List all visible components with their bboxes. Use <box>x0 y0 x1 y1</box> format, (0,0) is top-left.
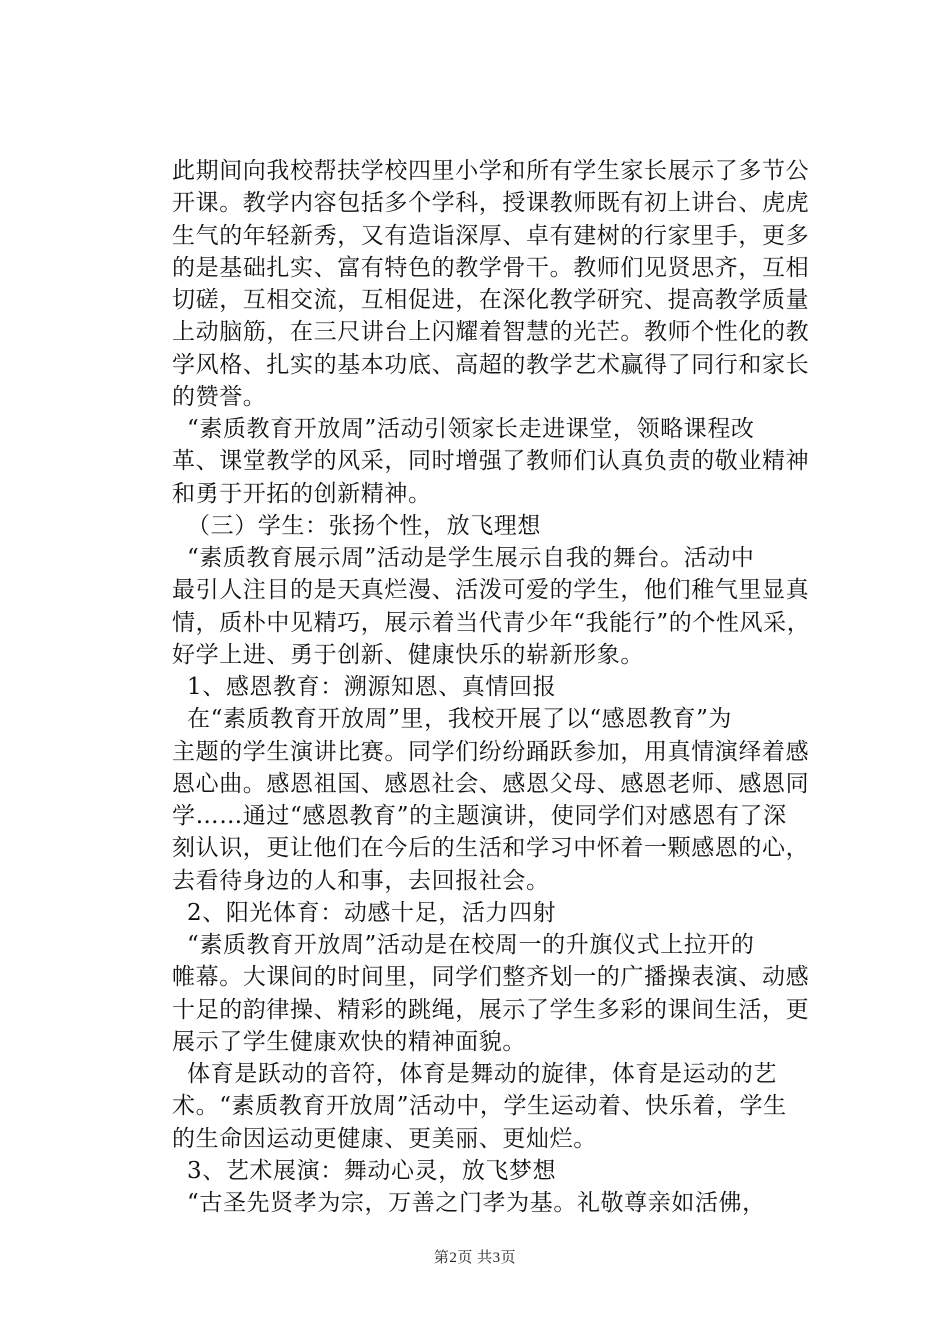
text-line: 去看待身边的人和事，去回报社会。 <box>172 867 550 894</box>
text-line: 开课。教学内容包括多个学科，授课教师既有初上讲台、虎虎 <box>172 190 810 217</box>
text-line: 切磋，互相交流，互相促进，在深化教学研究、提高教学质量 <box>172 287 810 313</box>
document-body <box>172 155 811 1219</box>
subsection-heading: 3、艺术展演：舞动心灵，放飞梦想 <box>187 1157 557 1184</box>
section-heading: （三）学生：张扬个性，放飞理想 <box>187 512 541 539</box>
paragraph-start: “素质教育开放周”活动是在校周一的升旗仪式上拉开的 <box>187 932 755 958</box>
text-line: 主题的学生演讲比赛。同学们纷纷踊跃参加，用真情演绎着感 <box>172 738 810 765</box>
text-line: 上动脑筋，在三尺讲台上闪耀着智慧的光芒。教师个性化的教 <box>172 319 810 346</box>
text-line: 好学上进、勇于创新、健康快乐的崭新形象。 <box>172 641 644 668</box>
text-line: 的生命因运动更健康、更美丽、更灿烂。 <box>172 1125 597 1152</box>
text-line: 恩心曲。感恩祖国、感恩社会、感恩父母、感恩老师、感恩同 <box>172 770 810 797</box>
text-line: 十足的韵律操、精彩的跳绳，展示了学生多彩的课间生活，更 <box>172 996 810 1023</box>
text-line: 情，质朴中见精巧，展示着当代青少年“我能行”的个性风采， <box>172 609 811 636</box>
text-line: 术。“素质教育开放周”活动中，学生运动着、快乐着，学生 <box>172 1093 787 1120</box>
subsection-heading: 1、感恩教育：溯源知恩、真情回报 <box>187 674 557 700</box>
text-line: 的赞誉。 <box>172 383 267 410</box>
text-line: 帷幕。大课间的时间里，同学们整齐划一的广播操表演、动感 <box>172 964 810 991</box>
text-line: 展示了学生健康欢快的精神面貌。 <box>172 1028 526 1055</box>
text-line: 刻认识，更让他们在今后的生活和学习中怀着一颗感恩的心， <box>172 835 810 862</box>
text-line: 最引人注目的是天真烂漫、活泼可爱的学生，他们稚气里显真 <box>172 577 810 604</box>
subsection-heading: 2、阳光体育：动感十足，活力四射 <box>187 899 557 926</box>
text-line: 的是基础扎实、富有特色的教学骨干。教师们见贤思齐，互相 <box>172 254 810 281</box>
text-line: 生气的年轻新秀，又有造诣深厚、卓有建树的行家里手，更多 <box>172 222 810 249</box>
text-line: 此期间向我校帮扶学校四里小学和所有学生家长展示了多节公 <box>172 158 810 184</box>
text-line: 和勇于开拓的创新精神。 <box>172 480 432 507</box>
paragraph-start: “素质教育展示周”活动是学生展示自我的舞台。活动中 <box>187 545 755 571</box>
page-number-footer: 第2页 共3页 <box>433 1250 517 1266</box>
paragraph-start: “古圣先贤孝为宗，万善之门孝为基。礼敬尊亲如活佛， <box>187 1190 766 1216</box>
paragraph-start: 体育是跃动的音符，体育是舞动的旋律，体育是运动的艺 <box>187 1061 777 1087</box>
paragraph-start: “素质教育开放周”活动引领家长走进课堂，领略课程改 <box>187 416 755 442</box>
paragraph-start: 在“素质教育开放周”里，我校开展了以“感恩教育”为 <box>187 706 733 733</box>
text-line: 革、课堂教学的风采，同时增强了教师们认真负责的敬业精神 <box>172 448 810 475</box>
text-line: 学风格、扎实的基本功底、高超的教学艺术赢得了同行和家长 <box>172 351 810 378</box>
text-line: 学……通过“感恩教育”的主题演讲，使同学们对感恩有了深 <box>172 803 787 829</box>
